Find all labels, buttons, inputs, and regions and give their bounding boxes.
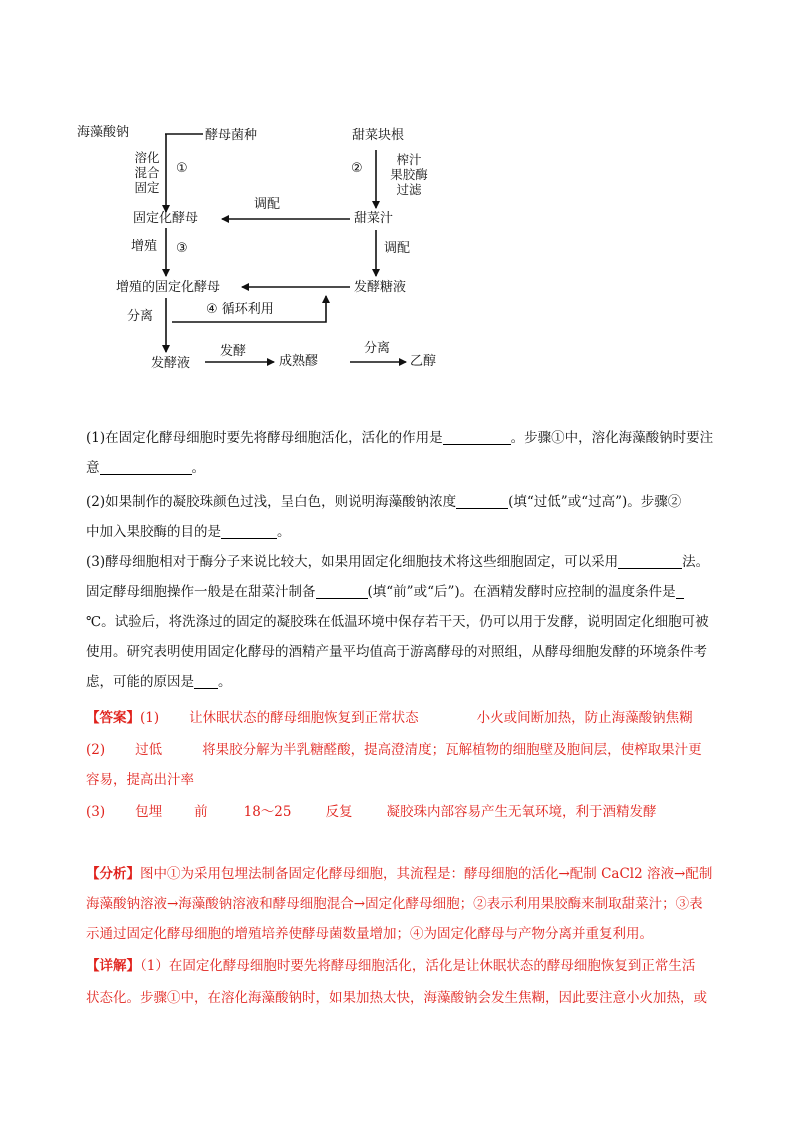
answer-line-3: 容易，提高出汁率 bbox=[86, 772, 194, 788]
blank-2b[interactable] bbox=[221, 522, 277, 539]
analysis-line-2: 海藻酸钠溶液→海藻酸钠溶液和酵母细胞混合→固定化酵母细胞；②表示利用果胶酶来制取甜菜汁；③表 bbox=[86, 896, 703, 912]
analysis-tag: 【分析】 bbox=[86, 866, 140, 882]
blank-3d[interactable] bbox=[194, 672, 218, 689]
node-beet-juice: 甜菜汁 bbox=[354, 211, 394, 226]
detail-tag: 【详解】 bbox=[86, 958, 140, 974]
node-immobilized-yeast: 固定化酵母 bbox=[133, 211, 199, 226]
node-fermented-broth: 发酵液 bbox=[151, 356, 191, 371]
answer-line-1: 【答案】(1) 让休眠状态的酵母细胞恢复到正常状态 小火或间断加热，防止海藻酸钠焦糊 bbox=[86, 710, 693, 726]
answer-line-2: (2) 过低 将果胶分解为半乳糖醛酸，提高澄清度；瓦解植物的细胞壁及胞间层，使榨取果汁更 bbox=[86, 742, 702, 758]
step-4-label: ④ 循环利用 bbox=[206, 302, 274, 317]
edge-propagate: 增殖 bbox=[131, 239, 158, 254]
blank-1a[interactable] bbox=[443, 428, 511, 445]
question-2: (2)如果制作的凝胶珠颜色过浅，呈白色，则说明海藻酸钠浓度 (填“过低”或“过高”)。步骤② 中加入果胶酶的目的是 。 bbox=[86, 494, 682, 540]
blank-3a[interactable] bbox=[618, 552, 682, 569]
edge-prepare2: 调配 bbox=[384, 241, 411, 256]
node-beet: 甜菜块根 bbox=[352, 128, 405, 143]
step-1-label: ① bbox=[176, 161, 188, 176]
edge-separate2: 分离 bbox=[364, 341, 391, 356]
edge-ferment: 发酵 bbox=[220, 344, 247, 359]
flow-diagram bbox=[0, 0, 800, 400]
edge-dissolve: 溶化 混合 固定 bbox=[134, 150, 160, 195]
edge-separate1: 分离 bbox=[127, 309, 154, 324]
detail-line-1: 【详解】（1）在固定化酵母细胞时要先将酵母细胞活化，活化是让休眠状态的酵母细胞恢复到正常生活 bbox=[86, 958, 696, 974]
blank-3b[interactable] bbox=[316, 582, 368, 599]
answer-line-4: (3) 包埋 前 18～25 反复 凝胶珠内部容易产生无氧环境，利于酒精发酵 bbox=[86, 804, 657, 820]
analysis-line-1: 【分析】图中①为采用包埋法制备固定化酵母细胞，其流程是：酵母细胞的活化→配制 CaCl2 溶液→配制 bbox=[86, 866, 713, 882]
step-3-label: ③ bbox=[176, 241, 188, 256]
node-ethanol: 乙醇 bbox=[410, 354, 437, 369]
node-fermentation-liquid: 发酵糖液 bbox=[354, 280, 407, 295]
node-sodium-alginate: 海藻酸钠 bbox=[77, 125, 130, 140]
blank-3c[interactable] bbox=[676, 582, 684, 599]
node-yeast-strain: 酵母菌种 bbox=[205, 128, 258, 143]
blank-1b[interactable] bbox=[100, 458, 192, 475]
blank-2a[interactable] bbox=[456, 492, 508, 509]
detail-line-2: 状态化。步骤①中，在溶化海藻酸钠时，如果加热太快，海藻酸钠会发生焦糊，因此要注意小火加热，或 bbox=[86, 990, 707, 1006]
edge-prepare1: 调配 bbox=[254, 197, 281, 212]
answer-tag: 【答案】 bbox=[86, 710, 140, 726]
edge-squeeze: 榨汁 果胶酶 过滤 bbox=[390, 152, 428, 197]
question-3: (3)酵母细胞相对于酶分子来说比较大，如果用固定化细胞技术将这些细胞固定，可以采用 法。 固定酵母细胞操作一般是在甜菜汁制备 (填“前”或“后”)。在酒精发酵时应控制的温度条件是 ℃。试验后，将洗涤过的固定的凝胶珠在低温环境中保存若干天，仍可以用于发酵，说明固定化细胞可被 使用。研究表明使用固定化酵母的酒精产量平均值高于游离酵母的对照组，从酵母细胞发酵的环境条件考 虑，可能的原因是 。 bbox=[86, 554, 710, 690]
node-mature-mash: 成熟醪 bbox=[279, 354, 319, 369]
analysis-line-3: 示通过固定化酵母细胞的增殖培养使酵母菌数量增加；④为固定化酵母与产物分离并重复利用。 bbox=[86, 926, 653, 942]
step-2-label: ② bbox=[351, 161, 363, 176]
node-propagated-yeast: 增殖的固定化酵母 bbox=[116, 280, 221, 295]
flow-diagram-lines bbox=[0, 0, 800, 400]
question-1: (1)在固定化酵母细胞时要先将酵母细胞活化，活化的作用是 。步骤①中，溶化海藻酸钠时要注 意 。 bbox=[86, 430, 714, 476]
